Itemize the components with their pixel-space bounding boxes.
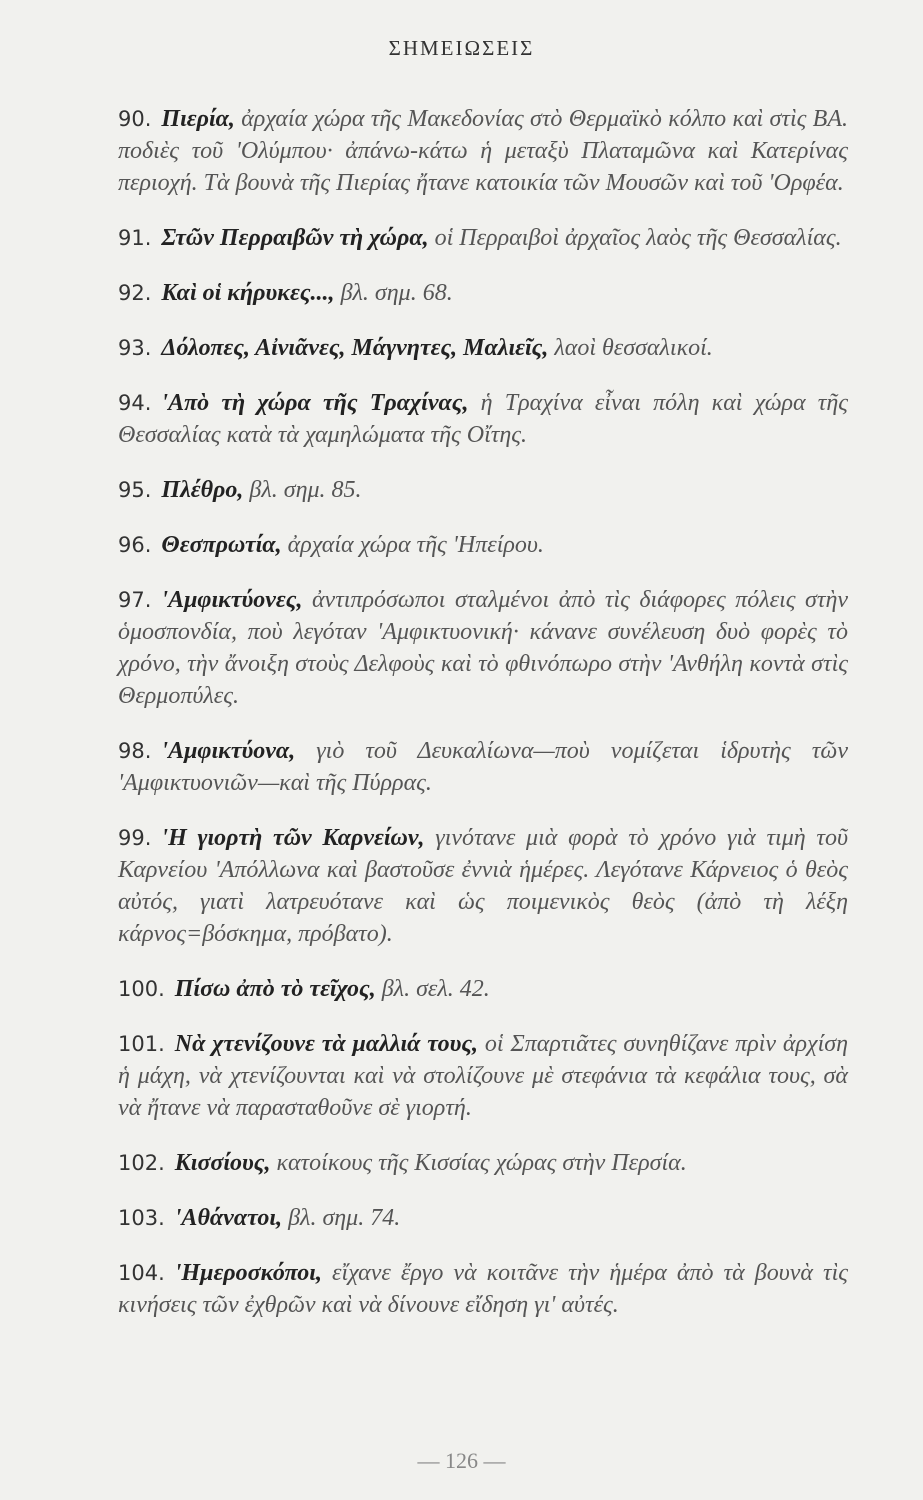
note-103 (118, 1202, 848, 1234)
notes-list (118, 103, 848, 1344)
note-term: Καὶ οἱ κήρυκες..., (161, 280, 335, 306)
note-number: 104. (118, 1261, 165, 1285)
note-97 (118, 584, 848, 712)
note-term: 'Ημεροσκόποι, (174, 1260, 322, 1286)
note-term: Κισσίους, (174, 1150, 271, 1176)
note-term: 'Η γιορτὴ τῶν Καρνείων, (161, 825, 425, 851)
note-term: Πιερία, (161, 106, 235, 132)
note-100 (118, 973, 848, 1005)
note-95 (118, 474, 848, 506)
note-number: 100. (118, 977, 165, 1001)
note-term: 'Αμφικτύονες, (161, 587, 303, 613)
note-104 (118, 1257, 848, 1321)
note-text: εἴχανε ἔργο νὰ κοιτᾶνε τὴν ἡμέρα ἀπὸ τὰ βουνὰ τὶς κινήσεις τῶν ἐχθρῶν καὶ νὰ δίνουνε εἴδηση γι' αὐτές. (118, 1260, 848, 1318)
note-number: 99. (118, 826, 152, 850)
note-101 (118, 1028, 848, 1124)
note-term: Πίσω ἀπὸ τὸ τεῖχος, (174, 976, 376, 1002)
note-94 (118, 387, 848, 451)
note-number: 92. (118, 281, 152, 305)
note-text: γινότανε μιὰ φορὰ τὸ χρόνο γιὰ τιμὴ τοῦ Καρνείου 'Απόλλωνα καὶ βαστοῦσε ἐννιὰ ἡμέρες. Λεγότανε Κάρνειος ὁ θεὸς αὐτός, γιατὶ λατρευότανε καὶ ὡς ποιμενικὸς θεὸς (ἀπὸ τὴ λέξη κάρνος=βόσκημα, πρόβατο). (118, 825, 848, 947)
note-term: Στῶν Περραιβῶν τὴ χώρα, (161, 225, 429, 251)
note-number: 101. (118, 1032, 165, 1056)
note-term: Δόλοπες, Αἰνιᾶνες, Μάγνητες, Μαλιεῖς, (161, 335, 549, 361)
note-text: οἱ Σπαρτιᾶτες συνηθίζανε πρὶν ἀρχίση ἡ μάχη, νὰ χτενίζουνται καὶ νὰ στολίζουνε μὲ στεφάνια τὰ κεφάλια τους, σὰ νὰ ἤτανε νὰ παρασταθοῦνε σὲ γιορτή. (118, 1031, 849, 1121)
note-number: 97. (118, 588, 152, 612)
note-92 (118, 277, 848, 309)
note-term: Πλέθρο, (161, 477, 244, 503)
note-term: 'Αμφικτύονα, (161, 738, 296, 764)
note-text: λαοὶ θεσσαλικοί. (548, 335, 713, 361)
note-93 (118, 332, 848, 364)
note-term: Θεσπρωτία, (161, 532, 282, 558)
note-number: 93. (118, 336, 152, 360)
note-99 (118, 822, 848, 950)
note-text: βλ. σελ. 42. (375, 976, 490, 1002)
note-96 (118, 529, 848, 561)
note-98 (118, 735, 848, 799)
note-number: 102. (118, 1151, 165, 1175)
note-90 (118, 103, 848, 199)
note-term: 'Απὸ τὴ χώρα τῆς Τραχίνας, (161, 390, 469, 416)
note-91 (118, 222, 848, 254)
note-text: ἀντιπρόσωποι σταλμένοι ἀπὸ τὶς διάφορες πόλεις στὴν ὁμοσπονδία, ποὺ λεγόταν 'Αμφικτυονική· κάνανε συνέλευση δυὸ φορὲς τὸ χρόνο, τὴν ἄνοιξη στοὺς Δελφοὺς καὶ τὸ φθινόπωρο στὴν 'Ανθήλη κοντὰ στὶς Θερμοπύλες. (118, 587, 848, 709)
note-102 (118, 1147, 848, 1179)
note-text: ἡ Τραχίνα εἶναι πόλη καὶ χώρα τῆς Θεσσαλίας κατὰ τὰ χαμηλώματα τῆς Οἴτης. (118, 390, 848, 448)
note-number: 94. (118, 391, 152, 415)
note-number: 90. (118, 107, 152, 131)
note-term: Νὰ χτενίζουνε τὰ μαλλιά τους, (174, 1031, 479, 1057)
note-number: 98. (118, 739, 152, 763)
page-header: ΣΗΜΕΙΩΣΕΙΣ (388, 36, 535, 60)
note-number: 103. (118, 1206, 165, 1230)
note-text: ἀρχαία χώρα τῆς 'Ηπείρου. (281, 532, 544, 558)
note-number: 91. (118, 226, 152, 250)
note-text: βλ. σημ. 85. (243, 477, 362, 503)
page-number: — 126 — (417, 1448, 506, 1473)
note-term: 'Αθάνατοι, (174, 1205, 283, 1231)
note-number: 96. (118, 533, 152, 557)
note-text: ἀρχαία χώρα τῆς Μακεδονίας στὸ Θερμαϊκὸ κόλπο καὶ στὶς ΒΑ. ποδιὲς τοῦ 'Ολύμπου· ἀπάνω-κάτω ἡ μεταξὺ Πλαταμῶνα καὶ Κατερίνας περιοχή. Τὰ βουνὰ τῆς Πιερίας ἤτανε κατοικία τῶν Μουσῶν καὶ τοῦ 'Ορφέα. (118, 106, 848, 196)
note-text: βλ. σημ. 68. (334, 280, 453, 306)
note-text: βλ. σημ. 74. (282, 1205, 401, 1231)
note-number: 95. (118, 478, 152, 502)
note-text: κατοίκους τῆς Κισσίας χώρας στὴν Περσία. (270, 1150, 687, 1176)
note-text: οἱ Περραιβοὶ ἀρχαῖος λαὸς τῆς Θεσσαλίας. (428, 225, 842, 251)
note-text: γιὸ τοῦ Δευκαλίωνα—ποὺ νομίζεται ἱδρυτὴς τῶν 'Αμφικτυονιῶν—καὶ τῆς Πύρρας. (118, 738, 848, 796)
